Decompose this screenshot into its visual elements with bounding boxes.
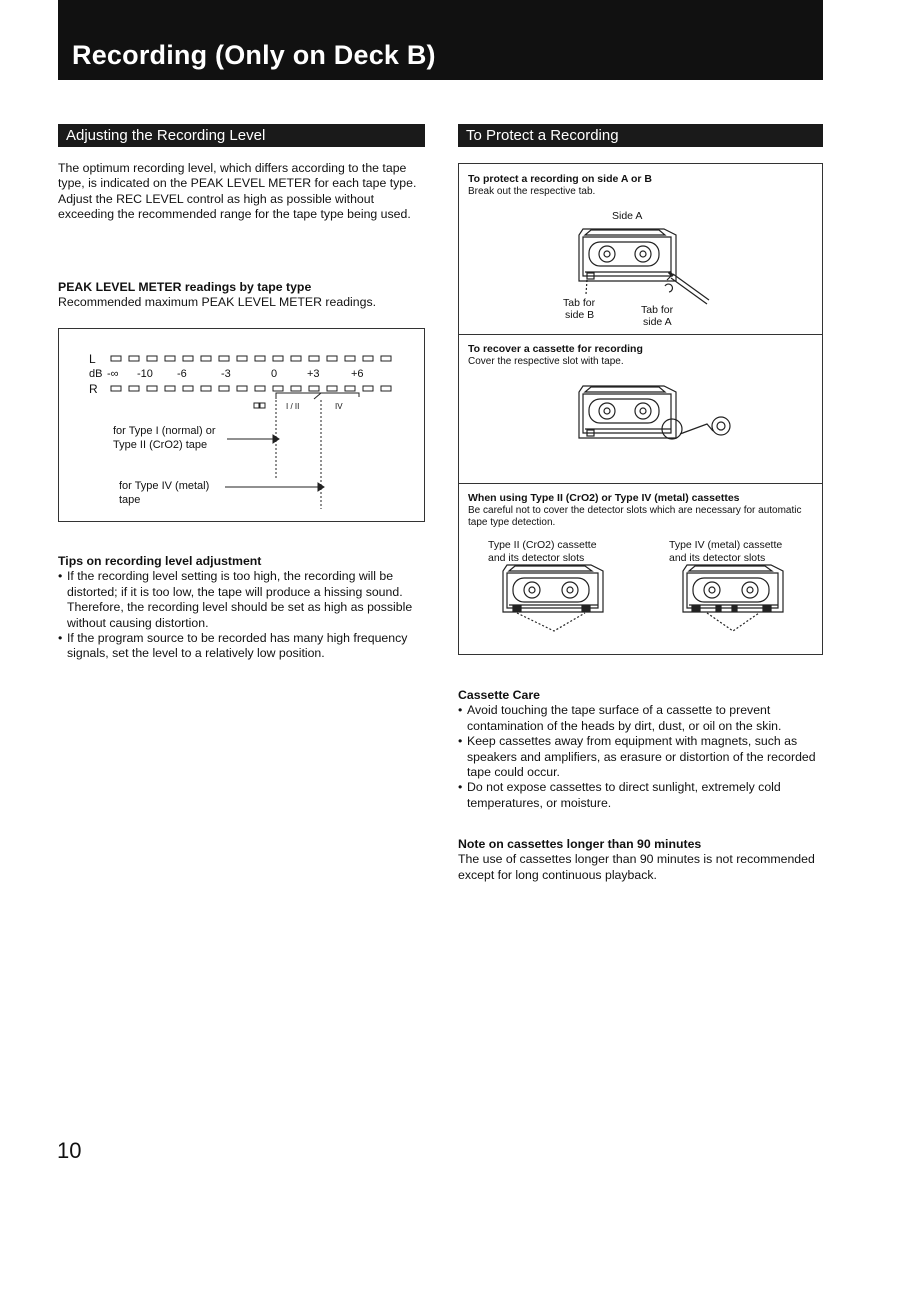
- recover-section: [459, 334, 822, 484]
- tips-block: [58, 554, 426, 662]
- protect-text: Break out the respective tab.: [468, 186, 596, 197]
- protect-recording-box: [458, 163, 823, 655]
- type4-label-line1: Type IV (metal) cassette: [669, 539, 783, 551]
- meter-type1-label-line1: for Type I (normal) or: [113, 425, 216, 437]
- meter-row-l-segments: [111, 356, 391, 361]
- care-item: • Keep cassettes away from equipment with magnets, such as speakers and amplifiers, as erasure or distortion of the recorded tape could occur.: [458, 734, 824, 780]
- tip-item: • If the program source to be recorded has many high frequency signals, set the level to a relatively low position.: [58, 631, 426, 662]
- intro-paragraph-1: The optimum recording level, which differs according to the tape type, is indicated on the PEAK LEVEL METER for each tape type.: [58, 161, 417, 191]
- meter-subtext: Recommended maximum PEAK LEVEL METER readings.: [58, 295, 377, 310]
- meter-scale-neg3: -3: [221, 368, 231, 380]
- meter-heading: PEAK LEVEL METER readings by tape type: [58, 280, 312, 294]
- type-cassettes-illustration: [459, 483, 822, 654]
- meter-scale-pos3: +3: [307, 368, 320, 380]
- meter-range-type-1-2: I / II: [286, 402, 300, 411]
- intro-text: [58, 161, 426, 223]
- meter-scale-neg6: -6: [177, 368, 187, 380]
- recover-text: Cover the respective slot with tape.: [468, 356, 624, 367]
- meter-scale-neg-inf: -∞: [107, 368, 119, 380]
- recover-title: To recover a cassette for recording: [468, 343, 643, 355]
- meter-row-l: L: [89, 352, 96, 366]
- type2-label-line1: Type II (CrO2) cassette: [488, 539, 597, 551]
- tab-side-b-label-line2: side B: [565, 309, 595, 321]
- meter-range-type-4: IV: [335, 402, 343, 411]
- protect-section: [459, 164, 822, 335]
- meter-type4-label-line2: tape: [119, 494, 141, 506]
- page-title: Recording (Only on Deck B): [72, 40, 436, 70]
- type4-label-line2: and its detector slots: [669, 552, 766, 564]
- section-heading-protect: To Protect a Recording: [458, 124, 823, 147]
- care-item: • Do not expose cassettes to direct sunlight, extremely cold temperatures, or moisture.: [458, 780, 824, 811]
- tab-side-a-label-line1: Tab for: [641, 304, 674, 316]
- type-detection-text: Be careful not to cover the detector slots which are necessary for automatic tape type detection.: [468, 505, 802, 528]
- meter-scale-0: 0: [271, 368, 278, 380]
- type2-label-line2: and its detector slots: [488, 552, 585, 564]
- intro-paragraph-2: Adjust the REC LEVEL control as high as possible without exceeding the recommended range for the tape type being used.: [58, 191, 411, 222]
- type-detection-section: [459, 483, 822, 654]
- type-detection-title: When using Type II (CrO2) or Type IV (metal) cassettes: [468, 492, 740, 504]
- tab-side-b-label-line1: Tab for: [563, 297, 596, 309]
- cassette-care-block: [458, 688, 824, 811]
- cassette-care-heading: Cassette Care: [458, 688, 541, 702]
- type2-cassette: [503, 565, 603, 631]
- note-text: The use of cassettes longer than 90 minutes is not recommended except for long continuous playback.: [458, 852, 815, 882]
- meter-type1-label-line2: Type II (CrO2) tape: [113, 439, 208, 451]
- meter-row-r-segments: [111, 386, 391, 391]
- tips-heading: Tips on recording level adjustment: [58, 554, 262, 568]
- meter-row-db: dB: [89, 368, 103, 380]
- meter-intro: [58, 280, 426, 311]
- page-number: 10: [57, 1138, 82, 1163]
- meter-scale-pos6: +6: [351, 368, 364, 380]
- tab-side-a-label-line2: side A: [643, 316, 672, 328]
- peak-level-meter-diagram: [58, 328, 425, 522]
- note-heading: Note on cassettes longer than 90 minutes: [458, 837, 702, 851]
- meter-scale-neg10: -10: [137, 368, 153, 380]
- long-cassette-note: [458, 837, 824, 883]
- side-a-label: Side A: [612, 210, 643, 222]
- title-bar: [58, 0, 823, 80]
- meter-type4-label-line1: for Type IV (metal): [119, 480, 210, 492]
- tip-item: • If the recording level setting is too high, the recording will be distorted; if it is too low, the tape will produce a hissing sound. Therefore, the recording level should be set as high as possible without causing distortion.: [58, 569, 426, 631]
- section-heading-recording-level: Adjusting the Recording Level: [58, 124, 425, 147]
- cassette-taped-illustration: [459, 334, 822, 483]
- protect-title: To protect a recording on side A or B: [468, 173, 652, 185]
- care-item: • Avoid touching the tape surface of a cassette to prevent contamination of the heads by dirt, dust, or oil on the skin.: [458, 703, 824, 734]
- meter-row-r: R: [89, 382, 98, 396]
- type4-cassette: [683, 565, 783, 631]
